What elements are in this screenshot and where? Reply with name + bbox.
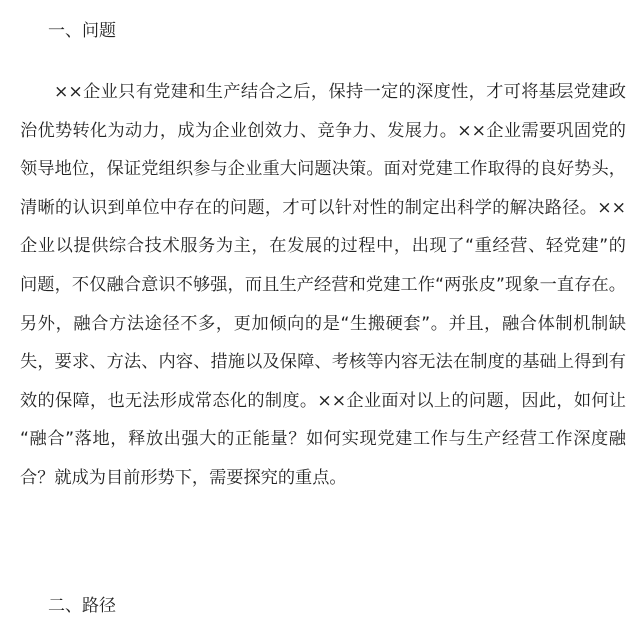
paragraph-line [20, 79, 626, 118]
paragraph-line [20, 233, 626, 272]
paragraph-line-text: 领导地位，保证党组织参与企业重大问题决策。面对党建工作取得的良好势头， [20, 159, 626, 180]
paragraph-line [20, 426, 626, 465]
paragraph-line-text: 企业以提供综合技术服务为主，在发展的过程中，出现了“重经营、轻党建”的 [20, 236, 626, 257]
paragraph-line [20, 465, 626, 504]
paragraph-line-text: 另外，融合方法途径不多，更加倾向的是“生搬硬套”。并且，融合体制机制缺 [20, 313, 626, 334]
paragraph-line [20, 388, 626, 427]
paragraph-line-text: 失，要求、方法、内容、措施以及保障、考核等内容无法在制度的基础上得到有 [20, 352, 626, 373]
body-paragraph [20, 79, 626, 504]
paragraph-line-text: 合？就成为目前形势下，需要探究的重点。 [20, 467, 347, 488]
paragraph-line [20, 195, 626, 234]
section-heading-path: 二、路径 [48, 596, 116, 616]
paragraph-line-text: 问题，不仅融合意识不够强，而且生产经营和党建工作“两张皮”现象一直存在。 [20, 274, 626, 295]
paragraph-line-text: ××企业只有党建和生产结合之后，保持一定的深度性，才可将基层党建政 [54, 82, 626, 102]
paragraph-line [20, 118, 626, 157]
paragraph-line [20, 349, 626, 388]
paragraph-line [20, 311, 626, 350]
section-heading-problem: 一、问题 [48, 21, 116, 41]
paragraph-line-text: 治优势转化为动力，成为企业创效力、竞争力、发展力。××企业需要巩固党的 [20, 120, 626, 141]
paragraph-line-text: 清晰的认识到单位中存在的问题，才可以针对性的制定出科学的解决路径。×× [20, 197, 626, 218]
paragraph-line-text: “融合”落地，释放出强大的正能量？如何实现党建工作与生产经营工作深度融 [20, 429, 626, 450]
paragraph-line [20, 272, 626, 311]
paragraph-line-text: 效的保障，也无法形成常态化的制度。××企业面对以上的问题，因此，如何让 [20, 390, 626, 411]
paragraph-line [20, 156, 626, 195]
